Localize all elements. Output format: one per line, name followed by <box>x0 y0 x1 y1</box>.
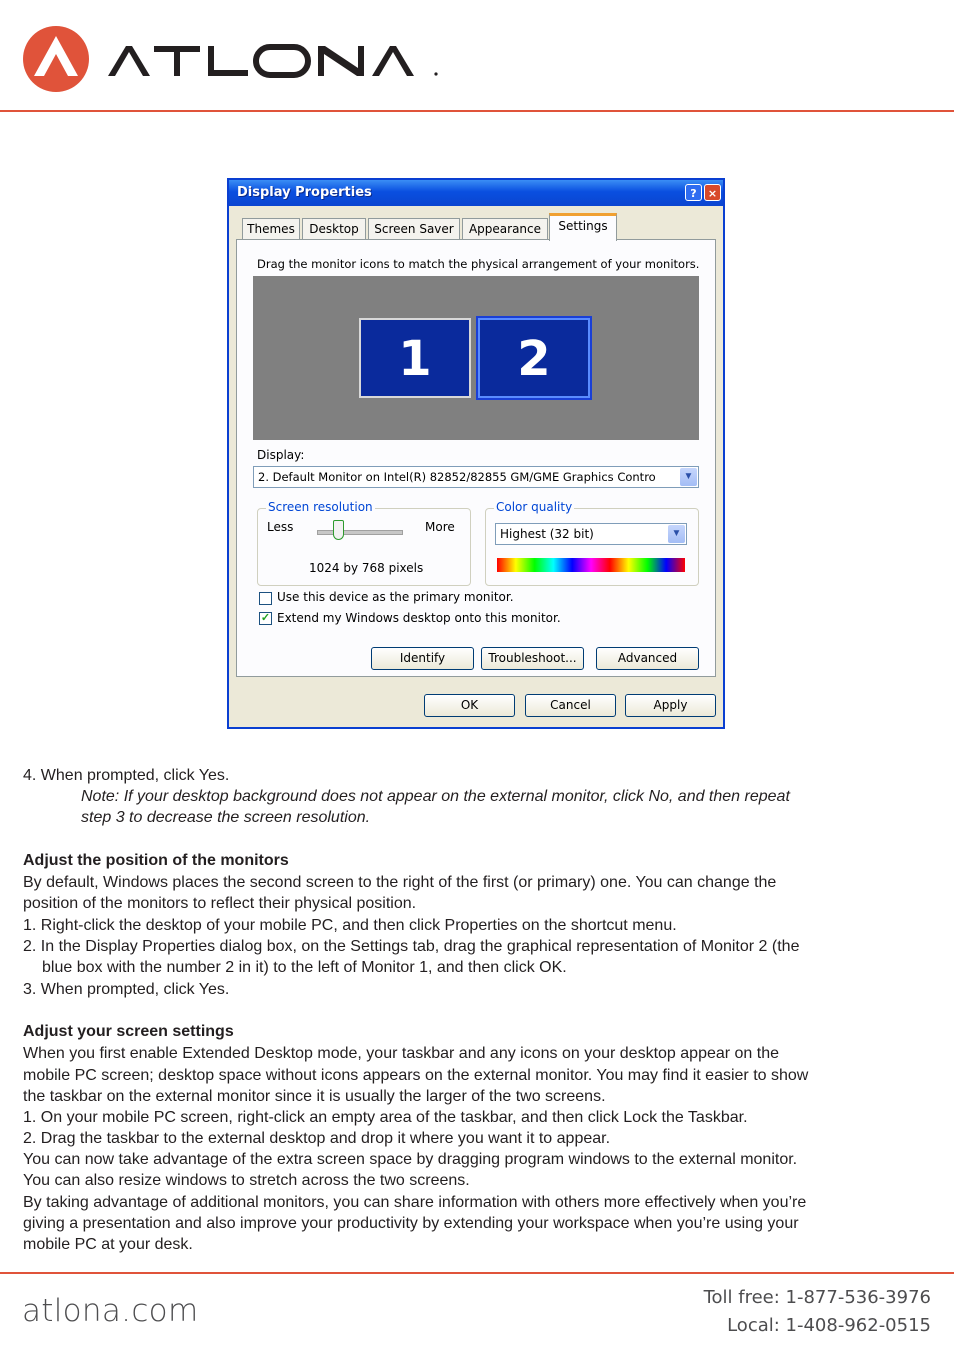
section-1-heading: Adjust the position of the monitors <box>23 852 289 869</box>
section-1-line: 1. Right-click the desktop of your mobile PC, and then click Properties on the shortcut menu. <box>23 917 677 934</box>
footer-divider <box>0 1272 954 1274</box>
section-2-heading: Adjust your screen settings <box>23 1023 234 1040</box>
monitor-2-box[interactable]: 2 <box>478 318 590 398</box>
tab-themes[interactable]: Themes <box>242 218 300 239</box>
section-2-line: 1. On your mobile PC screen, right-click an empty area of the taskbar, and then click Lock the Taskbar. <box>23 1109 748 1126</box>
color-quality-group <box>485 508 699 586</box>
dialog-titlebar <box>229 180 723 206</box>
section-1-line: 2. In the Display Properties dialog box, on the Settings tab, drag the graphical representation of Monitor 2 (the <box>23 938 800 955</box>
section-2-line: When you first enable Extended Desktop mode, your taskbar and any icons on your desktop appear on the <box>23 1045 780 1062</box>
resolution-more-label: More <box>425 520 455 534</box>
cancel-button[interactable]: Cancel <box>525 694 616 717</box>
resolution-less-label: Less <box>267 520 294 534</box>
instruction-text: Drag the monitor icons to match the physical arrangement of your monitors. <box>257 257 700 271</box>
color-spectrum-bar <box>497 558 685 572</box>
extend-desktop-checkbox[interactable]: ✓ <box>260 612 271 624</box>
color-quality-select[interactable] <box>495 523 687 545</box>
color-quality-title: Color quality <box>496 500 573 514</box>
display-select-value: 2. Default Monitor on Intel(R) 82852/82855 GM/GME Graphics Contro <box>258 470 656 484</box>
section-2-line: You can now take advantage of the extra screen space by dragging program windows to the external monitor. <box>23 1151 798 1168</box>
tab-desktop[interactable]: Desktop <box>302 218 366 239</box>
atlona-logo <box>22 24 442 99</box>
chevron-down-icon[interactable]: ▼ <box>680 468 697 486</box>
local-number: Local: 1-408-962-0515 <box>727 1315 931 1336</box>
resolution-slider-thumb[interactable] <box>333 520 344 540</box>
step-4-text: 4. When prompted, click Yes. <box>23 767 230 784</box>
resolution-value: 1024 by 768 pixels <box>309 561 424 575</box>
color-quality-value: Highest (32 bit) <box>500 527 594 541</box>
section-1-line: By default, Windows places the second screen to the right of the first (or primary) one. You can change the <box>23 874 777 891</box>
help-button[interactable]: ? <box>685 184 702 201</box>
display-label: Display: <box>257 448 305 462</box>
ok-button[interactable]: OK <box>424 694 515 717</box>
apply-button[interactable]: Apply <box>625 694 716 717</box>
header-divider <box>0 110 954 112</box>
website-link[interactable]: atlona.com <box>22 1293 199 1329</box>
section-1-line: 3. When prompted, click Yes. <box>23 981 230 998</box>
tab-appearance[interactable]: Appearance <box>462 218 548 239</box>
primary-monitor-checkbox[interactable] <box>259 592 272 605</box>
screen-resolution-title: Screen resolution <box>268 500 373 514</box>
extend-desktop-label: Extend my Windows desktop onto this monitor. <box>277 611 561 625</box>
display-properties-dialog <box>227 178 725 729</box>
section-1-line: blue box with the number 2 in it) to the left of Monitor 1, and then click OK. <box>42 959 567 976</box>
troubleshoot-button[interactable]: Troubleshoot... <box>481 647 584 670</box>
section-2-line: giving a presentation and also improve your productivity by extending your workspace when you’re using your <box>23 1215 799 1232</box>
section-2-line: mobile PC screen; desktop space without icons appears on the external monitor. You may find it easier to show <box>23 1067 809 1084</box>
close-button[interactable]: × <box>704 184 721 201</box>
dialog-title: Display Properties <box>237 185 372 200</box>
monitor-arrangement-area <box>253 276 699 440</box>
tab-settings[interactable]: Settings <box>549 213 617 241</box>
note-line-1: Note: If your desktop background does not appear on the external monitor, click No, and then repeat <box>81 788 790 805</box>
monitor-1-box[interactable]: 1 <box>359 318 471 398</box>
section-1-line: position of the monitors to reflect their physical position. <box>23 895 417 912</box>
identify-button[interactable]: Identify <box>371 647 474 670</box>
advanced-button[interactable]: Advanced <box>596 647 699 670</box>
toll-free-number: Toll free: 1-877-536-3976 <box>703 1287 931 1308</box>
section-2-line: By taking advantage of additional monitors, you can share information with others more effectively when you’re <box>23 1194 807 1211</box>
resolution-slider-track[interactable] <box>317 530 403 535</box>
section-2-line: the taskbar on the external monitor since it is usually the larger of the two screens. <box>23 1088 606 1105</box>
chevron-down-icon[interactable]: ▼ <box>668 525 685 543</box>
section-2-line: mobile PC at your desk. <box>23 1236 193 1253</box>
note-line-2: step 3 to decrease the screen resolution. <box>81 809 371 826</box>
primary-monitor-label: Use this device as the primary monitor. <box>277 590 514 604</box>
section-2-line: You can also resize windows to stretch across the two screens. <box>23 1172 470 1189</box>
section-2-line: 2. Drag the taskbar to the external desktop and drop it where you want it to appear. <box>23 1130 611 1147</box>
tab-screen-saver[interactable]: Screen Saver <box>368 218 460 239</box>
display-select[interactable] <box>253 466 699 488</box>
